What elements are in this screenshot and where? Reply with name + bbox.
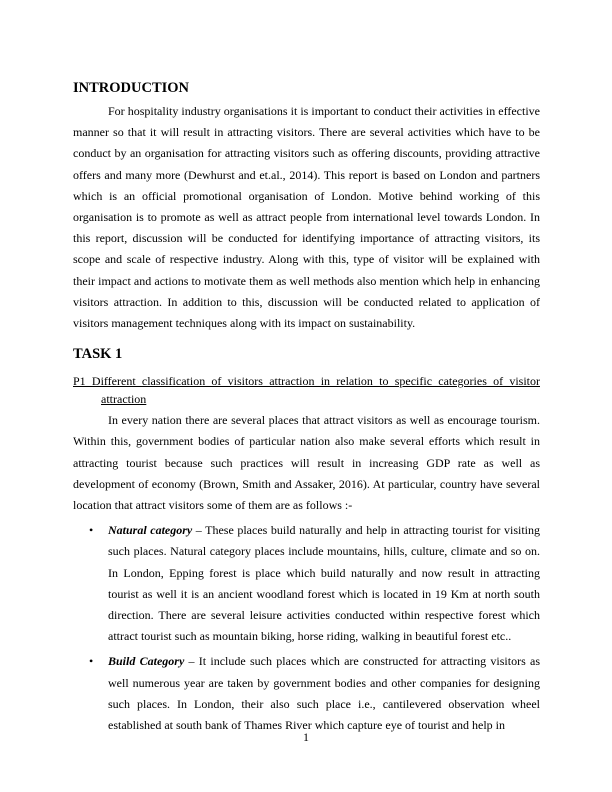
bullet-icon: • (89, 654, 94, 669)
page-number: 1 (303, 730, 309, 744)
list-item (73, 651, 540, 736)
bullet-icon: • (89, 523, 94, 538)
task1-paragraph: In every nation there are several places that attract visitors as well as encourage tourism. Within this, government bodies of particular nation also make several efforts which result in attracting tourist because such practices will result in increasing GDP rate as well as development of economy (Brown, Smith and Assaker, 2016). At particular, country have several location that attract visitors some of them are as follows :- (73, 413, 540, 513)
list-item-term: Natural category (108, 523, 193, 538)
list-item-text (108, 651, 540, 736)
introduction-heading: INTRODUCTION (73, 80, 190, 96)
list-item-description: – It include such places which are constructed for attracting visitors as well numerous year are taken by government bodies and other companies for designing such places. In London, their also such place i.e., cantilevered observation wheel established at south bank of Thames River which capture eye of tourist and help in (108, 654, 540, 733)
list-item-description: – These places build naturally and help in attracting tourist for visiting such places. Natural category places include mountains, hills, culture, climate and so on. In London, Epping forest is place which build naturally and now result in attracting tourist as well it is an ancient woodland forest which is located in 19 Km at north south direction. There are several leisure activities conducted within respective forest which attract tourist such as mountain biking, horse riding, walking in beautiful forest etc.. (108, 523, 540, 644)
task1-subheading: P1 Different classification of visitors attraction in relation to specific categories of visitor (73, 374, 540, 389)
task1-heading: TASK 1 (73, 346, 123, 363)
list-item-text (108, 520, 540, 647)
task1-subheading-continuation: attraction (101, 392, 147, 407)
document-body (73, 79, 540, 740)
list-item (73, 520, 540, 647)
category-list (73, 520, 540, 736)
list-item-term: Build Category (108, 654, 185, 669)
introduction-paragraph: For hospitality industry organisations it is important to conduct their activities in effective manner so that it will result in attracting visitors. There are several activities which have to be conduct by an organisation for attracting visitors such as offering discounts, providing attractive offers and many more (Dewhurst and et.al., 2014). This report is based on London and partners which is an official promotional organisation of London. Motive behind working of this organisation is to promote as well as attract people from international level towards London. In this report, discussion will be conducted for identifying importance of attracting visitors, its scope and scale of respective industry. Along with this, type of visitor will be explained with their impact and actions to motivate them as well methods also mention which help in enhancing visitors attraction. In addition to this, discussion will be conducted related to application of visitors management techniques along with its impact on sustainability. (73, 104, 540, 331)
